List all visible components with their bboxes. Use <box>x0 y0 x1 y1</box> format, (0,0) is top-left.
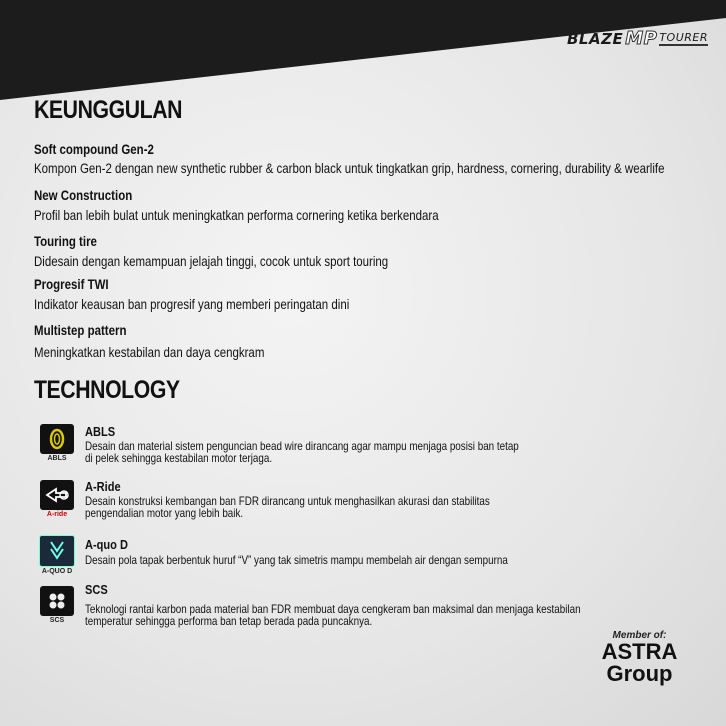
astra-logo <box>597 630 682 685</box>
feature-desc: Meningkatkan kestabilan dan daya cengkram <box>34 344 265 360</box>
a-quo-d-icon-caption: A-QUO D <box>41 568 73 575</box>
brand-logo <box>567 28 708 49</box>
feature-title: Touring tire <box>34 233 97 249</box>
tech-desc: Desain konstruksi kembangan ban FDR dirancang untuk menghasilkan akurasi dan stabilitas <box>85 494 490 508</box>
tech-desc: Teknologi rantai karbon pada material ban FDR membuat daya cengkeram ban maksimal dan menjaga kestabilan <box>85 602 581 616</box>
abls-icon-caption: ABLS <box>47 455 67 462</box>
technology-heading: TECHNOLOGY <box>34 376 180 404</box>
tech-name: ABLS <box>85 424 116 439</box>
feature-desc: Indikator keausan ban progresif yang memberi peringatan dini <box>34 296 350 312</box>
astra-member-label: Member of: <box>612 630 667 641</box>
feature-desc: Profil ban lebih bulat untuk meningkatkan performa cornering ketika berkendara <box>34 207 439 223</box>
tech-desc: Desain dan material sistem penguncian bead wire dirancang agar mampu menjaga posisi ban tetap <box>85 439 519 453</box>
tech-desc: Desain pola tapak berbentuk huruf “V” yang tak simetris mampu membelah air dengan sempurna <box>85 553 508 567</box>
tech-desc: pengendalian motor yang lebih baik. <box>85 506 244 520</box>
tech-name: SCS <box>85 582 108 597</box>
corner-band <box>0 0 726 100</box>
abls-icon <box>39 424 75 464</box>
scs-icon <box>39 586 75 626</box>
feature-title: New Construction <box>34 187 133 203</box>
a-quo-d-icon <box>39 535 75 575</box>
brand-mp: MP <box>625 28 658 49</box>
brand-tourer: TOURER <box>659 31 708 44</box>
feature-desc: Didesain dengan kemampuan jelajah tinggi, cocok untuk sport touring <box>34 253 389 269</box>
astra-name: ASTRA <box>601 639 678 664</box>
keunggulan-heading: KEUNGGULAN <box>34 96 183 124</box>
tech-name: A-quo D <box>85 537 128 552</box>
brand-blaze: BLAZE <box>566 29 624 48</box>
feature-title: Progresif TWI <box>34 276 109 292</box>
feature-desc: Kompon Gen-2 dengan new synthetic rubber & carbon black untuk tingkatkan grip, hardness, cornering, durability & wearlife <box>34 160 665 176</box>
feature-title: Soft compound Gen-2 <box>34 141 154 157</box>
tech-name: A-Ride <box>85 479 121 494</box>
tech-desc: di pelek sehingga kestabilan motor terjaga. <box>85 451 273 465</box>
feature-title: Multistep pattern <box>34 322 127 338</box>
scs-icon-caption: SCS <box>49 617 65 624</box>
a-ride-icon-caption: A-ride <box>46 511 68 518</box>
tech-desc: temperatur sehingga performa ban tetap berada pada puncaknya. <box>85 614 373 628</box>
astra-group: Group <box>606 661 673 686</box>
a-ride-icon <box>39 480 75 520</box>
